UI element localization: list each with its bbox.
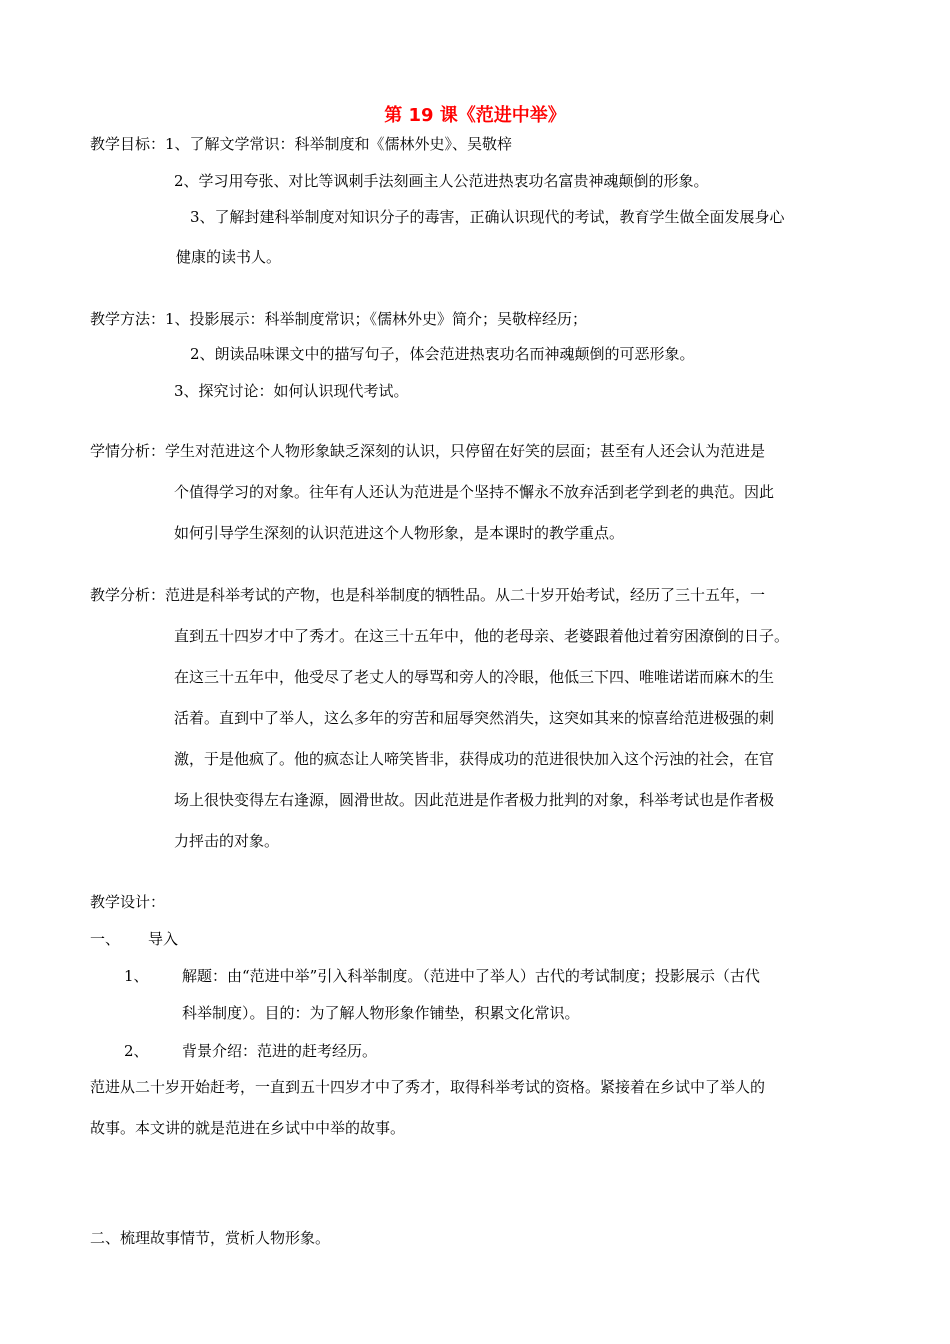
background-paragraph-line-2: 故事。本文讲的就是范进在乡试中中举的故事。 xyxy=(90,1119,406,1137)
objectives-line-3: 3、了解封建科举制度对知识分子的毒害，正确认识现代的考试，教育学生做全面发展身心 xyxy=(190,208,785,226)
teaching-analysis-line-1: 教学分析：范进是科举考试的产物，也是科举制度的牺牲品。从二十岁开始考试，经历了三十五年，一 xyxy=(90,586,766,604)
item-1-line-2: 科举制度）。目的：为了解人物形象作铺垫，积累文化常识。 xyxy=(182,1004,580,1022)
section-2-heading: 二、梳理故事情节，赏析人物形象。 xyxy=(90,1229,331,1247)
objectives-line-4: 健康的读书人。 xyxy=(176,248,282,266)
objectives-line-1: 教学目标：1、了解文学常识：科举制度和《儒林外史》、吴敬梓 xyxy=(90,135,513,153)
student-analysis-line-1: 学情分析：学生对范进这个人物形象缺乏深刻的认识，只停留在好笑的层面；甚至有人还会认为范进是 xyxy=(90,442,766,460)
item-1-line-1: 解题：由“范进中举”引入科举制度。（范进中了举人）古代的考试制度；投影展示（古代 xyxy=(182,967,760,985)
teaching-analysis-line-7: 力抨击的对象。 xyxy=(174,832,280,850)
student-analysis-line-3: 如何引导学生深刻的认识范进这个人物形象，是本课时的教学重点。 xyxy=(174,524,625,542)
item-2-line-1: 背景介绍：范进的赶考经历。 xyxy=(182,1042,378,1060)
background-paragraph-line-1: 范进从二十岁开始赶考，一直到五十四岁才中了秀才，取得科举考试的资格。紧接着在乡试中了举人的 xyxy=(90,1078,766,1096)
methods-line-1: 教学方法：1、投影展示：科举制度常识；《儒林外史》简介；吴敬梓经历； xyxy=(90,310,588,328)
methods-line-2: 2、朗读品味课文中的描写句子，体会范进热衷功名而神魂颠倒的可恶形象。 xyxy=(190,345,695,363)
section-1-label: 导入 xyxy=(148,930,179,948)
page-title: 第 19 课《范进中举》 xyxy=(384,105,566,126)
section-1-number: 一、 xyxy=(90,930,121,948)
teaching-analysis-line-6: 场上很快变得左右逢源，圆滑世故。因此范进是作者极力批判的对象，科举考试也是作者极 xyxy=(174,791,775,809)
teaching-analysis-line-2: 直到五十四岁才中了秀才。在这三十五年中，他的老母亲、老婆跟着他过着穷困潦倒的日子。 xyxy=(174,627,790,645)
methods-line-3: 3、探究讨论：如何认识现代考试。 xyxy=(174,382,409,400)
teaching-analysis-line-5: 激，于是他疯了。他的疯态让人啼笑皆非，获得成功的范进很快加入这个污浊的社会，在官 xyxy=(174,750,775,768)
design-heading: 教学设计： xyxy=(90,893,166,911)
teaching-analysis-line-4: 活着。直到中了举人，这么多年的穷苦和屈辱突然消失，这突如其来的惊喜给范进极强的刺 xyxy=(174,709,775,727)
objectives-line-2: 2、学习用夸张、对比等讽刺手法刻画主人公范进热衷功名富贵神魂颠倒的形象。 xyxy=(174,172,709,190)
student-analysis-line-2: 个值得学习的对象。往年有人还认为范进是个坚持不懈永不放弃活到老学到老的典范。因此 xyxy=(174,483,775,501)
teaching-analysis-line-3: 在这三十五年中，他受尽了老丈人的辱骂和旁人的冷眼，他低三下四、唯唯诺诺而麻木的生 xyxy=(174,668,775,686)
item-1-number: 1、 xyxy=(124,967,149,985)
item-2-number: 2、 xyxy=(124,1042,149,1060)
